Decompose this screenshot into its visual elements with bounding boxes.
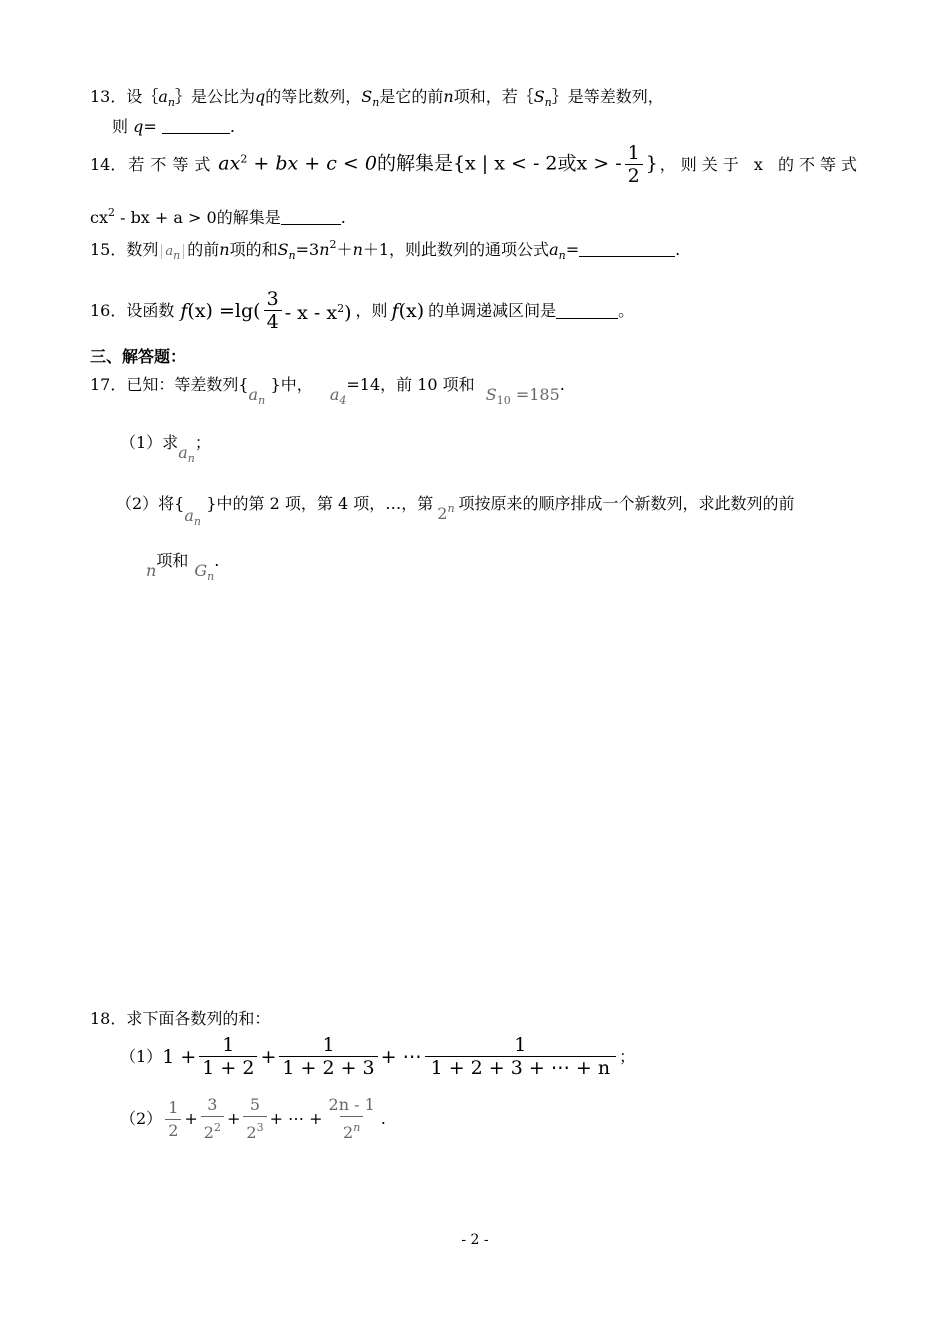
q14-line1: 14． 若不等式 $ax^2$ + bx + c < 0的解集是{x | x < - 2或x > - $\frac{1}{2}$ } ，则关于 x 的不等式 xyxy=(90,142,862,187)
answer-blank xyxy=(579,240,675,257)
q14-math: $ax^2$ + bx + c < 0的解集是{x | x < - 2或x > - $\frac{1}{2}$ } xyxy=(218,142,658,187)
answer-blank xyxy=(281,208,341,225)
answer-blank xyxy=(556,302,618,319)
q17-part1: （1）求$a_n$； xyxy=(120,433,211,465)
section-heading: 三、解答题： xyxy=(90,347,187,366)
q18-part2: （2） $\frac{1}{2}$ + $\frac{3}{2^2}$ + $\frac{5}{2^3}$ + ⋯ + $\frac{2n - 1}{2^n}$ . xyxy=(120,1095,386,1142)
fraction: $\frac{1}{1 + 2}$ xyxy=(199,1034,257,1079)
q13-line1: 13．设$\{a_n\}$是公比为q的等比数列，$S_n$是它的前n项和，若$\{S_n\}$是等差数列， xyxy=(90,87,664,109)
q16-func: f(x) =lg( xyxy=(180,299,261,322)
q14-line2: $cx^2$ - bx + a > 0的解集是 . xyxy=(90,206,346,227)
fraction: $\frac{1}{1 + 2 + 3 + \cdots + n}$ xyxy=(425,1034,617,1079)
q16-line: 16．设函数 f(x) =lg( $\frac{3}{4}$ - x - $x^2$) ，则 f(x) 的单调递减区间是 。 xyxy=(90,288,635,333)
fraction: $\frac{1}{1 + 2 + 3}$ xyxy=(279,1034,377,1079)
q18-heading: 18．求下面各数列的和： xyxy=(90,1009,271,1028)
q13-line2: 则 q= . xyxy=(112,117,235,136)
q18-part1: （1） 1 + $\frac{1}{1 + 2}$ + $\frac{1}{1 + 2 + 3}$ + ⋯ $\frac{1}{1 + 2 + 3 + \cdots + n}$ ； xyxy=(120,1034,636,1079)
page-number: - 2 - xyxy=(461,1232,489,1248)
fraction: $\frac{1}{2}$ xyxy=(625,142,643,187)
sequence-an: $a_n$ xyxy=(161,244,184,259)
q17-line1: 17．已知：等差数列$\{a_n\}$中， $a_4=14$，前 10 项和 $S_{10} =185$. xyxy=(90,375,565,407)
fraction: $\frac{3}{4}$ xyxy=(264,288,282,333)
q17-part2: （2）将$\{a_n\}$中的第 2 项，第 4 项，…，第2$^n$ 项按原来的顺序排成一个新数列，求此数列的前 xyxy=(116,494,795,528)
fraction: $\frac{5}{2^3}$ xyxy=(243,1094,266,1144)
answer-blank xyxy=(162,117,230,134)
q15-line: 15．数列 $a_n$ 的前n项的和$S_n=3n^2+n+1$，则此数列的通项公式$a_n=$ . xyxy=(90,238,681,262)
q17-part2-cont: n项和$G_n$. xyxy=(146,551,220,583)
fraction: $\frac{1}{2}$ xyxy=(165,1097,181,1142)
fraction: $\frac{2n - 1}{2^n}$ xyxy=(328,1095,375,1142)
fraction: $\frac{3}{2^2}$ xyxy=(201,1094,224,1144)
